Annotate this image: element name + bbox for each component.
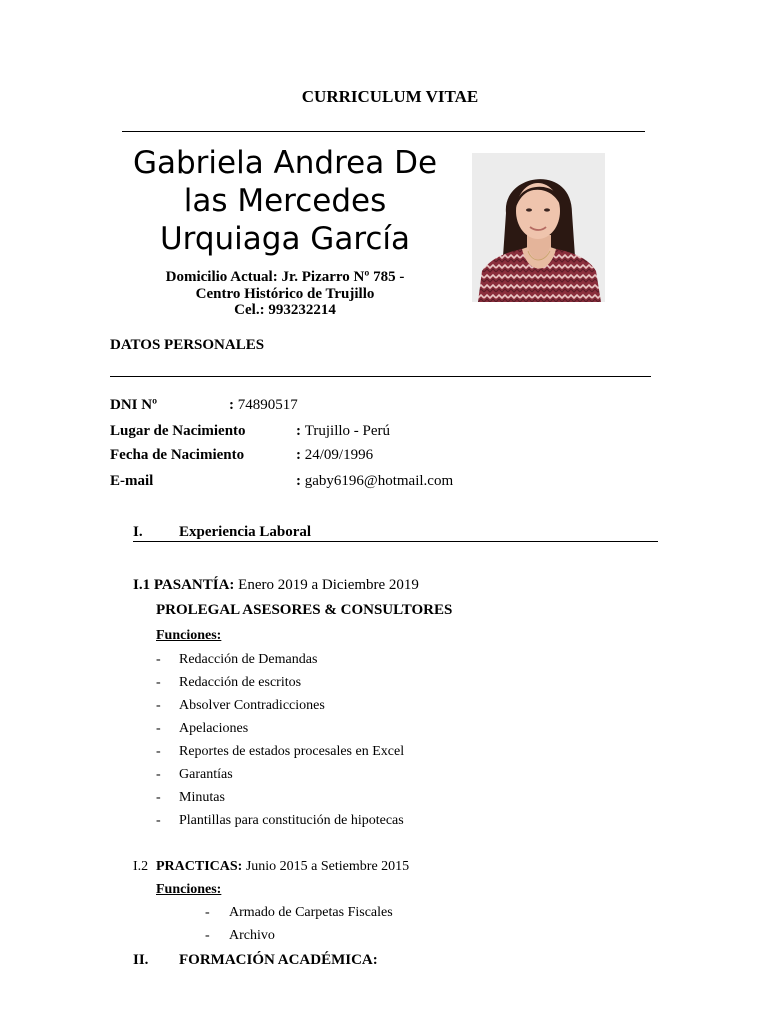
experience-roman: I. bbox=[133, 524, 143, 540]
job-1-function-text: Redacción de Demandas bbox=[179, 652, 318, 667]
birthdate-value-wrap bbox=[296, 447, 373, 464]
separator-colon: : bbox=[296, 447, 305, 463]
education-heading: FORMACIÓN ACADÉMICA: bbox=[179, 952, 378, 968]
separator-colon: : bbox=[296, 423, 305, 439]
dash-bullet: - bbox=[205, 928, 210, 943]
address-line-1: Domicilio Actual: Jr. Pizarro Nº 785 - bbox=[165, 269, 405, 285]
personal-data-rule bbox=[110, 376, 651, 377]
dash-bullet: - bbox=[156, 790, 161, 805]
job-1-function-item bbox=[156, 744, 161, 760]
job-2-period: Junio 2015 a Setiembre 2015 bbox=[245, 859, 410, 874]
job-2-header bbox=[156, 859, 409, 875]
dni-row bbox=[110, 397, 157, 414]
job-1-role: PASANTÍA: bbox=[153, 577, 235, 593]
job-1-function-text: Plantillas para constitución de hipotecas bbox=[179, 813, 404, 828]
separator-colon: : bbox=[229, 397, 238, 413]
job-2-role: PRACTICAS: bbox=[156, 859, 243, 874]
job-1-function-text: Minutas bbox=[179, 790, 225, 805]
dash-bullet: - bbox=[156, 652, 161, 667]
name-line-3: Urquiaga García bbox=[159, 221, 411, 257]
address-line-2: Centro Histórico de Trujillo bbox=[195, 285, 375, 302]
email-value: gaby6196@hotmail.com bbox=[304, 473, 454, 489]
job-1-function-text: Absolver Contradicciones bbox=[179, 698, 325, 713]
job-1-function-item bbox=[156, 698, 161, 714]
contact-block bbox=[130, 269, 440, 319]
job-1-functions-label: Funciones: bbox=[156, 628, 222, 643]
birthplace-label-text: Lugar de Nacimiento bbox=[110, 423, 246, 439]
birthdate-label-text: Fecha de Nacimiento bbox=[110, 447, 245, 463]
email-value-wrap bbox=[296, 473, 453, 490]
job-1-function-item bbox=[156, 813, 161, 829]
dash-bullet: - bbox=[156, 675, 161, 690]
job-1-function-item bbox=[156, 790, 161, 806]
document-title: CURRICULUM VITAE bbox=[301, 87, 479, 106]
birthplace-value-wrap bbox=[296, 423, 390, 440]
title-underline bbox=[122, 131, 645, 132]
education-roman: II. bbox=[133, 952, 149, 968]
email-label bbox=[110, 473, 153, 490]
dash-bullet: - bbox=[156, 767, 161, 782]
experience-rule bbox=[133, 541, 658, 542]
job-1-function-item bbox=[156, 652, 161, 668]
dash-bullet: - bbox=[156, 721, 161, 736]
dni-label: DNI Nº bbox=[110, 397, 158, 413]
name-line-2: las Mercedes bbox=[183, 183, 387, 219]
email-label-text: E-mail bbox=[110, 473, 154, 489]
birthdate-label bbox=[110, 447, 244, 464]
person-name bbox=[110, 144, 460, 258]
experience-heading: Experiencia Laboral bbox=[179, 524, 312, 540]
birthplace-label bbox=[110, 423, 246, 440]
birthdate-value: 24/09/1996 bbox=[304, 447, 374, 463]
job-2-function-text: Archivo bbox=[229, 928, 275, 943]
job-2-number: I.2 bbox=[133, 859, 149, 874]
job-1-function-item bbox=[156, 767, 161, 783]
job-2-functions-label: Funciones: bbox=[156, 882, 222, 897]
job-1-function-item bbox=[156, 675, 161, 691]
personal-data-heading: DATOS PERSONALES bbox=[110, 337, 265, 353]
dash-bullet: - bbox=[156, 744, 161, 759]
job-1-header bbox=[133, 577, 419, 594]
job-1-period: Enero 2019 a Diciembre 2019 bbox=[238, 577, 419, 593]
profile-photo bbox=[472, 153, 605, 302]
dash-bullet: - bbox=[205, 905, 210, 920]
job-1-company: PROLEGAL ASESORES & CONSULTORES bbox=[156, 602, 453, 618]
name-line-1: Gabriela Andrea De bbox=[132, 145, 438, 181]
dni-value: 74890517 bbox=[237, 397, 298, 413]
job-1-function-text: Apelaciones bbox=[179, 721, 249, 736]
dni-value-wrap bbox=[229, 397, 298, 414]
phone-number: Cel.: 993232214 bbox=[234, 302, 336, 318]
job-1-function-text: Reportes de estados procesales en Excel bbox=[179, 744, 405, 759]
job-2-function-item bbox=[205, 905, 210, 921]
job-2-function-text: Armado de Carpetas Fiscales bbox=[229, 905, 393, 920]
birthplace-value: Trujillo - Perú bbox=[304, 423, 391, 439]
separator-colon: : bbox=[296, 473, 305, 489]
job-2-function-item bbox=[205, 928, 210, 944]
job-1-number: I.1 bbox=[133, 577, 151, 593]
job-1-function-text: Redacción de escritos bbox=[179, 675, 302, 690]
dash-bullet: - bbox=[156, 813, 161, 828]
job-1-function-text: Garantías bbox=[179, 767, 233, 782]
dash-bullet: - bbox=[156, 698, 161, 713]
job-1-function-item bbox=[156, 721, 161, 737]
